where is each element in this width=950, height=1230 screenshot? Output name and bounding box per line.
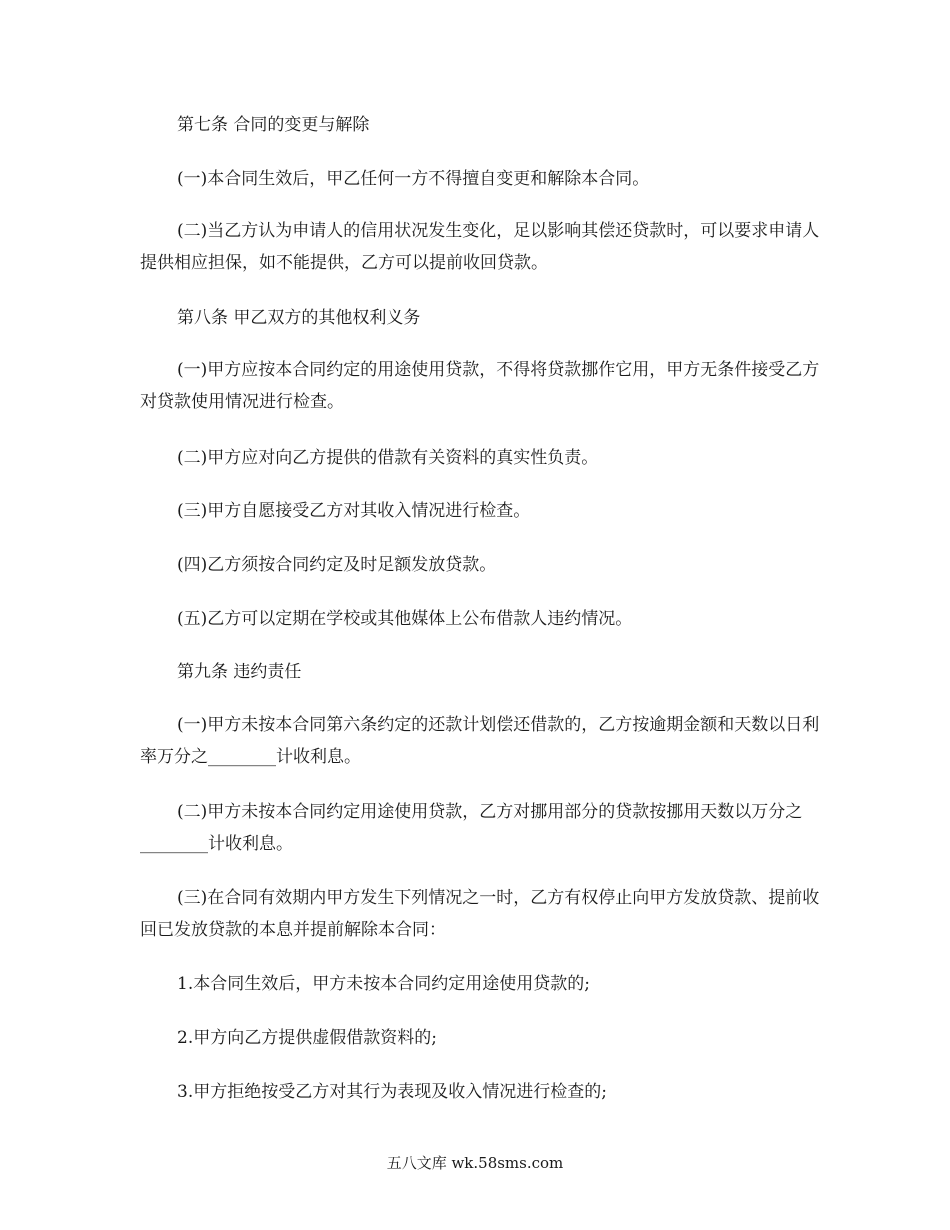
paragraph: (二)甲方未按本合同约定用途使用贷款，乙方对挪用部分的贷款按挪用天数以万分之________计收利息。 — [140, 802, 803, 854]
list-item: 2.甲方向乙方提供虚假借款资料的; — [177, 1028, 437, 1048]
page-footer: 五八文库 wk.58sms.com — [386, 1154, 564, 1172]
list-item: 3.甲方拒绝按受乙方对其行为表现及收入情况进行检查的; — [177, 1082, 607, 1102]
paragraph: (一)甲方应按本合同约定的用途使用贷款，不得将贷款挪作它用，甲方无条件接受乙方对贷款使用情况进行检查。 — [140, 360, 820, 412]
paragraph: (二)当乙方认为申请人的信用状况发生变化，足以影响其偿还贷款时，可以要求申请人提供相应担保，如不能提供，乙方可以提前收回贷款。 — [140, 221, 820, 273]
paragraph: (一)甲方未按本合同第六条约定的还款计划偿还借款的，乙方按逾期金额和天数以日利率万分之________计收利息。 — [140, 715, 820, 767]
list-item: 1.本合同生效后，甲方未按本合同约定用途使用贷款的; — [177, 974, 590, 994]
section-heading-article-9: 第九条 违约责任 — [177, 662, 302, 682]
section-heading-article-7: 第七条 合同的变更与解除 — [177, 115, 370, 135]
paragraph: (三)甲方自愿接受乙方对其收入情况进行检查。 — [177, 501, 531, 521]
paragraph: (四)乙方须按合同约定及时足额发放贷款。 — [177, 555, 497, 575]
paragraph: (五)乙方可以定期在学校或其他媒体上公布借款人违约情况。 — [177, 609, 633, 629]
paragraph: (三)在合同有效期内甲方发生下列情况之一时，乙方有权停止向甲方发放贷款、提前收回已发放贷款的本息并提前解除本合同： — [140, 888, 820, 940]
paragraph: (一)本合同生效后，甲乙任何一方不得擅自变更和解除本合同。 — [177, 169, 650, 189]
paragraph: (二)甲方应对向乙方提供的借款有关资料的真实性负责。 — [177, 448, 599, 468]
section-heading-article-8: 第八条 甲乙双方的其他权利义务 — [177, 308, 421, 328]
